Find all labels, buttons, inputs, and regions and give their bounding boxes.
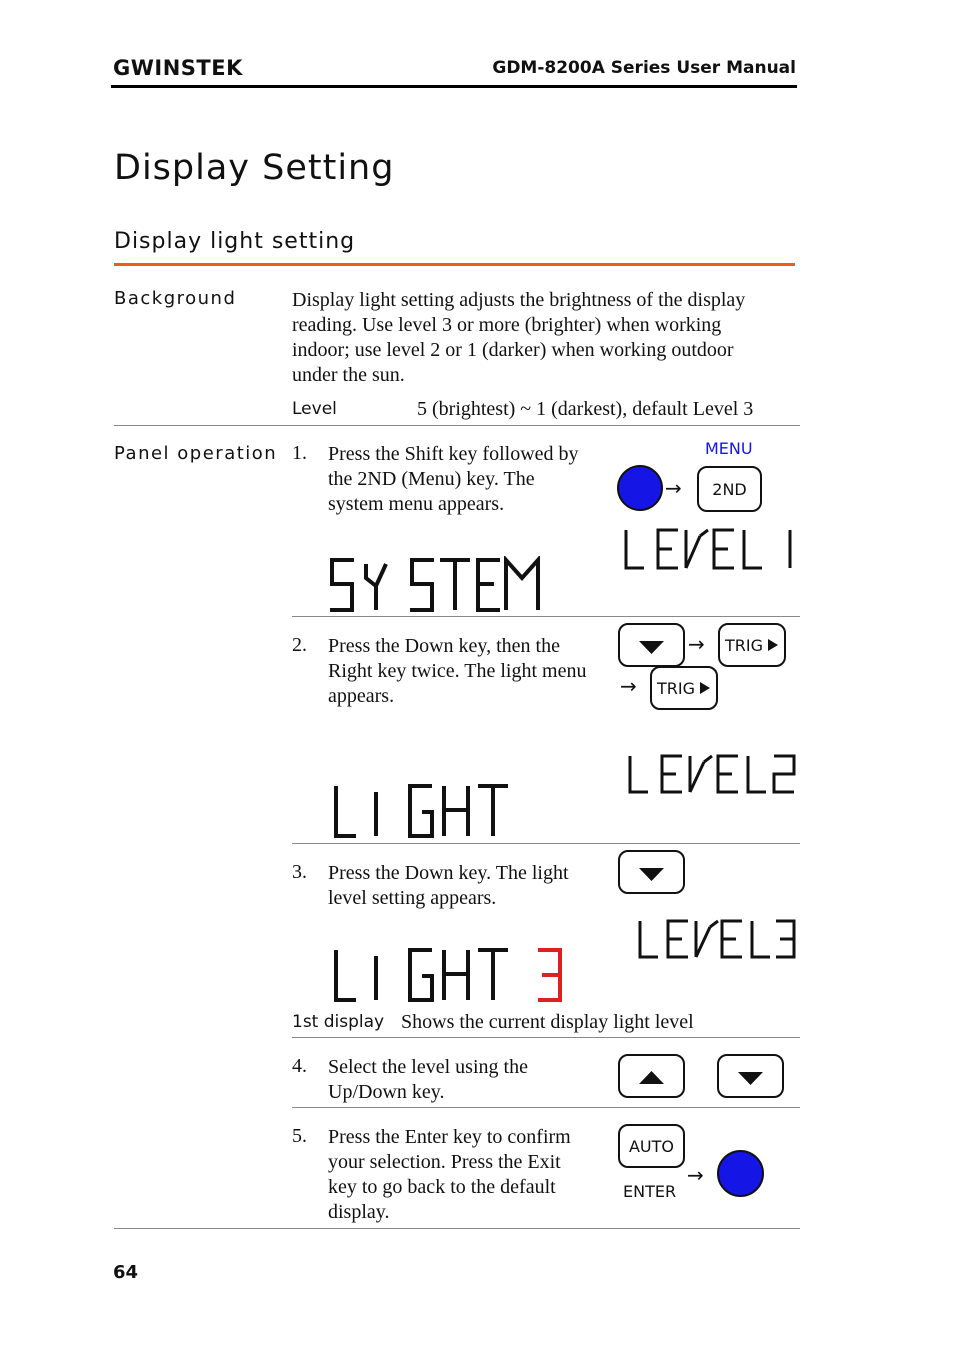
divider <box>292 616 800 617</box>
arrow-icon: → <box>688 632 705 656</box>
step-5-text: Press the Enter key to confirm your selection. Press the Exit key to go back to the default display. <box>328 1126 571 1223</box>
first-display-text: Shows the current display light level <box>401 1011 694 1033</box>
step-2-number: 2. <box>292 634 307 656</box>
display-level-3 <box>634 917 800 963</box>
right-arrow-icon <box>767 638 779 652</box>
display-value-3 <box>538 950 560 1000</box>
divider <box>292 1037 800 1038</box>
background-label: Background <box>114 288 237 309</box>
manual-title: GDM-8200A Series User Manual <box>492 58 796 78</box>
step-1-number: 1. <box>292 442 307 464</box>
step-4-number: 4. <box>292 1055 307 1077</box>
section-title: Display light setting <box>114 229 356 254</box>
up-arrow-icon <box>620 1056 683 1096</box>
brand-logo: GWINSTEK <box>113 56 243 80</box>
background-text: Display light setting adjusts the brightness of the display reading. Use level 3 or more (brighter) when working indoor; use level 2 or 1 (darker) when working outdoor under the sun. <box>292 289 746 386</box>
menu-label: MENU <box>705 439 753 458</box>
down-arrow-icon <box>620 852 683 892</box>
down-key[interactable] <box>618 850 685 894</box>
down-key[interactable] <box>618 623 685 667</box>
auto-key[interactable]: AUTO <box>618 1124 685 1168</box>
step-3-number: 3. <box>292 861 307 883</box>
right-arrow-icon <box>699 681 711 695</box>
arrow-icon: → <box>620 674 637 698</box>
shift-key[interactable] <box>617 465 663 511</box>
2nd-key[interactable]: 2ND <box>697 466 762 512</box>
arrow-icon: → <box>687 1163 704 1187</box>
step-2-text: Press the Down key, then the Right key twice. The light menu appears. <box>328 635 587 707</box>
step-3-text: Press the Down key. The light level setting appears. <box>328 862 569 909</box>
page-title: Display Setting <box>114 148 395 188</box>
divider <box>292 843 800 844</box>
page-number: 64 <box>113 1262 139 1283</box>
trig-right-key[interactable]: TRIG <box>650 666 718 710</box>
down-arrow-icon <box>620 625 683 665</box>
display-light <box>330 782 515 842</box>
first-display-label: 1st display <box>292 1012 385 1032</box>
step-4-text: Select the level using the Up/Down key. <box>328 1056 528 1103</box>
display-system <box>328 556 553 616</box>
up-key[interactable] <box>618 1054 685 1098</box>
panel-operation-label: Panel operation <box>114 443 278 464</box>
enter-key[interactable] <box>717 1150 764 1197</box>
step-5-number: 5. <box>292 1125 307 1147</box>
display-level-1 <box>620 526 800 574</box>
divider <box>292 1107 800 1108</box>
enter-label: ENTER <box>623 1182 677 1201</box>
display-level-2 <box>624 752 800 798</box>
display-light-3 <box>330 946 570 1006</box>
trig-right-key[interactable]: TRIG <box>718 623 786 667</box>
divider <box>114 1228 800 1229</box>
step-1-text: Press the Shift key followed by the 2ND (Menu) key. The system menu appears. <box>328 443 579 515</box>
arrow-icon: → <box>665 476 682 500</box>
header-rule <box>111 85 797 88</box>
section-rule <box>114 263 795 266</box>
level-label: Level <box>292 399 337 419</box>
divider <box>114 425 800 426</box>
down-arrow-icon <box>719 1056 782 1096</box>
level-text: 5 (brightest) ~ 1 (darkest), default Level 3 <box>417 398 754 420</box>
down-key[interactable] <box>717 1054 784 1098</box>
